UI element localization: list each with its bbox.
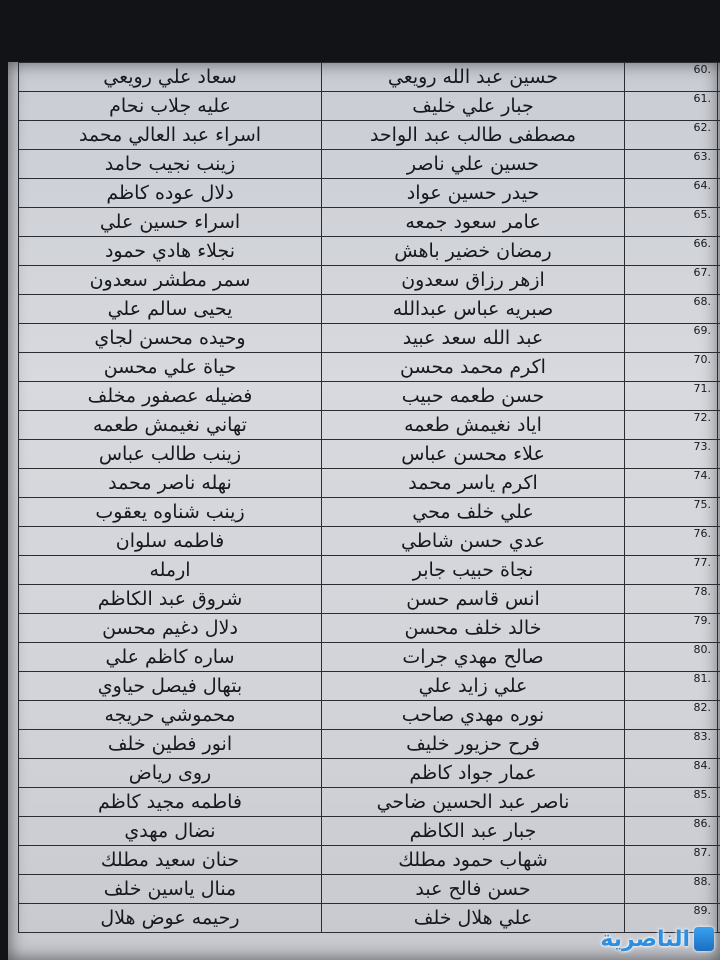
table-row <box>19 701 720 730</box>
row-number-cell: 81. <box>625 672 718 701</box>
row-number-cell: 87. <box>625 846 718 875</box>
row-number-cell: 85. <box>625 788 718 817</box>
spouse-cell: تهاني نغيمش طعمه <box>19 411 322 440</box>
table-row <box>19 556 720 585</box>
spouse-cell: نجلاء هادي حمود <box>19 237 322 266</box>
row-number-cell: 61. <box>625 92 718 121</box>
spouse-cell: سعاد علي رويعي <box>19 63 322 92</box>
name-cell: خالد خلف محسن <box>322 614 625 643</box>
table-row <box>19 63 720 92</box>
spouse-cell: عليه جلاب نحام <box>19 92 322 121</box>
spouse-cell: منال ياسين خلف <box>19 875 322 904</box>
spouse-cell: شروق عبد الكاظم <box>19 585 322 614</box>
name-cell: جبار علي خليف <box>322 92 625 121</box>
name-cell: نجاة حبيب جابر <box>322 556 625 585</box>
spouse-cell: وحيده محسن لجاي <box>19 324 322 353</box>
names-table-body <box>19 63 720 933</box>
row-number-cell: 75. <box>625 498 718 527</box>
name-cell: علي هلال خلف <box>322 904 625 933</box>
spouse-cell: حياة علي محسن <box>19 353 322 382</box>
name-cell: عامر سعود جمعه <box>322 208 625 237</box>
name-cell: انس قاسم حسن <box>322 585 625 614</box>
ziggurat-logo-icon <box>694 927 714 951</box>
row-number-cell: 72. <box>625 411 718 440</box>
row-number-cell: 78. <box>625 585 718 614</box>
table-row <box>19 527 720 556</box>
spouse-cell: فضيله عصفور مخلف <box>19 382 322 411</box>
row-number-cell: 69. <box>625 324 718 353</box>
spouse-cell: اسراء حسين علي <box>19 208 322 237</box>
watermark-logo <box>596 922 714 956</box>
table-row <box>19 440 720 469</box>
table-row <box>19 237 720 266</box>
name-cell: مصطفى طالب عبد الواحد <box>322 121 625 150</box>
name-cell: نوره مهدي صاحب <box>322 701 625 730</box>
row-number-cell: 80. <box>625 643 718 672</box>
table-row <box>19 266 720 295</box>
row-number-cell: 60. <box>625 63 718 92</box>
table-row <box>19 469 720 498</box>
spouse-cell: ساره كاظم علي <box>19 643 322 672</box>
spouse-cell: حنان سعيد مطلك <box>19 846 322 875</box>
table-row <box>19 121 720 150</box>
name-cell: علاء محسن عباس <box>322 440 625 469</box>
row-number-cell: 63. <box>625 150 718 179</box>
spouse-cell: نضال مهدي <box>19 817 322 846</box>
row-number-cell: 62. <box>625 121 718 150</box>
table-row <box>19 498 720 527</box>
names-table <box>18 62 720 933</box>
row-number-cell: 89. <box>625 904 718 933</box>
row-number-cell: 66. <box>625 237 718 266</box>
spouse-cell: بتهال فيصل حياوي <box>19 672 322 701</box>
spouse-cell: نهله ناصر محمد <box>19 469 322 498</box>
name-cell: علي زايد علي <box>322 672 625 701</box>
name-cell: ازهر رزاق سعدون <box>322 266 625 295</box>
spouse-cell: ارمله <box>19 556 322 585</box>
spouse-cell: رحيمه عوض هلال <box>19 904 322 933</box>
row-number-cell: 68. <box>625 295 718 324</box>
table-row <box>19 846 720 875</box>
spouse-cell: فاطمه سلوان <box>19 527 322 556</box>
name-cell: حسين علي ناصر <box>322 150 625 179</box>
row-number-cell: 73. <box>625 440 718 469</box>
table-row <box>19 759 720 788</box>
table-row <box>19 208 720 237</box>
row-number-cell: 88. <box>625 875 718 904</box>
spouse-cell: روى رياض <box>19 759 322 788</box>
name-cell: حيدر حسين عواد <box>322 179 625 208</box>
table-row <box>19 324 720 353</box>
spouse-cell: محموشي حريجه <box>19 701 322 730</box>
name-cell: علي خلف محي <box>322 498 625 527</box>
printed-sheet <box>8 62 720 960</box>
spouse-cell: انور فطين خلف <box>19 730 322 759</box>
table-row <box>19 150 720 179</box>
row-number-cell: 77. <box>625 556 718 585</box>
spouse-cell: دلال دغيم محسن <box>19 614 322 643</box>
table-row <box>19 353 720 382</box>
name-cell: ناصر عبد الحسين ضاحي <box>322 788 625 817</box>
table-row <box>19 179 720 208</box>
row-number-cell: 79. <box>625 614 718 643</box>
spouse-cell: يحيى سالم علي <box>19 295 322 324</box>
table-row <box>19 295 720 324</box>
table-row <box>19 614 720 643</box>
name-cell: صالح مهدي جرات <box>322 643 625 672</box>
row-number-cell: 84. <box>625 759 718 788</box>
name-cell: صبريه عباس عبدالله <box>322 295 625 324</box>
spouse-cell: زينب نجيب حامد <box>19 150 322 179</box>
spouse-cell: سمر مطشر سعدون <box>19 266 322 295</box>
table-row <box>19 411 720 440</box>
table-row <box>19 817 720 846</box>
spouse-cell: فاطمه مجيد كاظم <box>19 788 322 817</box>
row-number-cell: 83. <box>625 730 718 759</box>
name-cell: حسين عبد الله رويعي <box>322 63 625 92</box>
table-row <box>19 788 720 817</box>
row-number-cell: 76. <box>625 527 718 556</box>
row-number-cell: 74. <box>625 469 718 498</box>
table-row <box>19 875 720 904</box>
row-number-cell: 70. <box>625 353 718 382</box>
name-cell: فرح حزيور خليف <box>322 730 625 759</box>
row-number-cell: 82. <box>625 701 718 730</box>
name-cell: حسن فالح عبد <box>322 875 625 904</box>
table-row <box>19 643 720 672</box>
row-number-cell: 71. <box>625 382 718 411</box>
table-row <box>19 672 720 701</box>
table-row <box>19 382 720 411</box>
watermark-text: الناصرية <box>600 926 690 952</box>
table-row <box>19 585 720 614</box>
name-cell: عمار جواد كاظم <box>322 759 625 788</box>
name-cell: اكرم ياسر محمد <box>322 469 625 498</box>
name-cell: اياد نغيمش طعمه <box>322 411 625 440</box>
spouse-cell: زينب شناوه يعقوب <box>19 498 322 527</box>
name-cell: حسن طعمه حبيب <box>322 382 625 411</box>
row-number-cell: 86. <box>625 817 718 846</box>
spouse-cell: اسراء عبد العالي محمد <box>19 121 322 150</box>
spouse-cell: زينب طالب عباس <box>19 440 322 469</box>
name-cell: عبد الله سعد عبيد <box>322 324 625 353</box>
name-cell: اكرم محمد محسن <box>322 353 625 382</box>
name-cell: عدي حسن شاطي <box>322 527 625 556</box>
spouse-cell: دلال عوده كاظم <box>19 179 322 208</box>
table-row <box>19 92 720 121</box>
name-cell: رمضان خضير باهش <box>322 237 625 266</box>
row-number-cell: 64. <box>625 179 718 208</box>
table-row <box>19 730 720 759</box>
name-cell: شهاب حمود مطلك <box>322 846 625 875</box>
row-number-cell: 67. <box>625 266 718 295</box>
row-number-cell: 65. <box>625 208 718 237</box>
name-cell: جبار عبد الكاظم <box>322 817 625 846</box>
